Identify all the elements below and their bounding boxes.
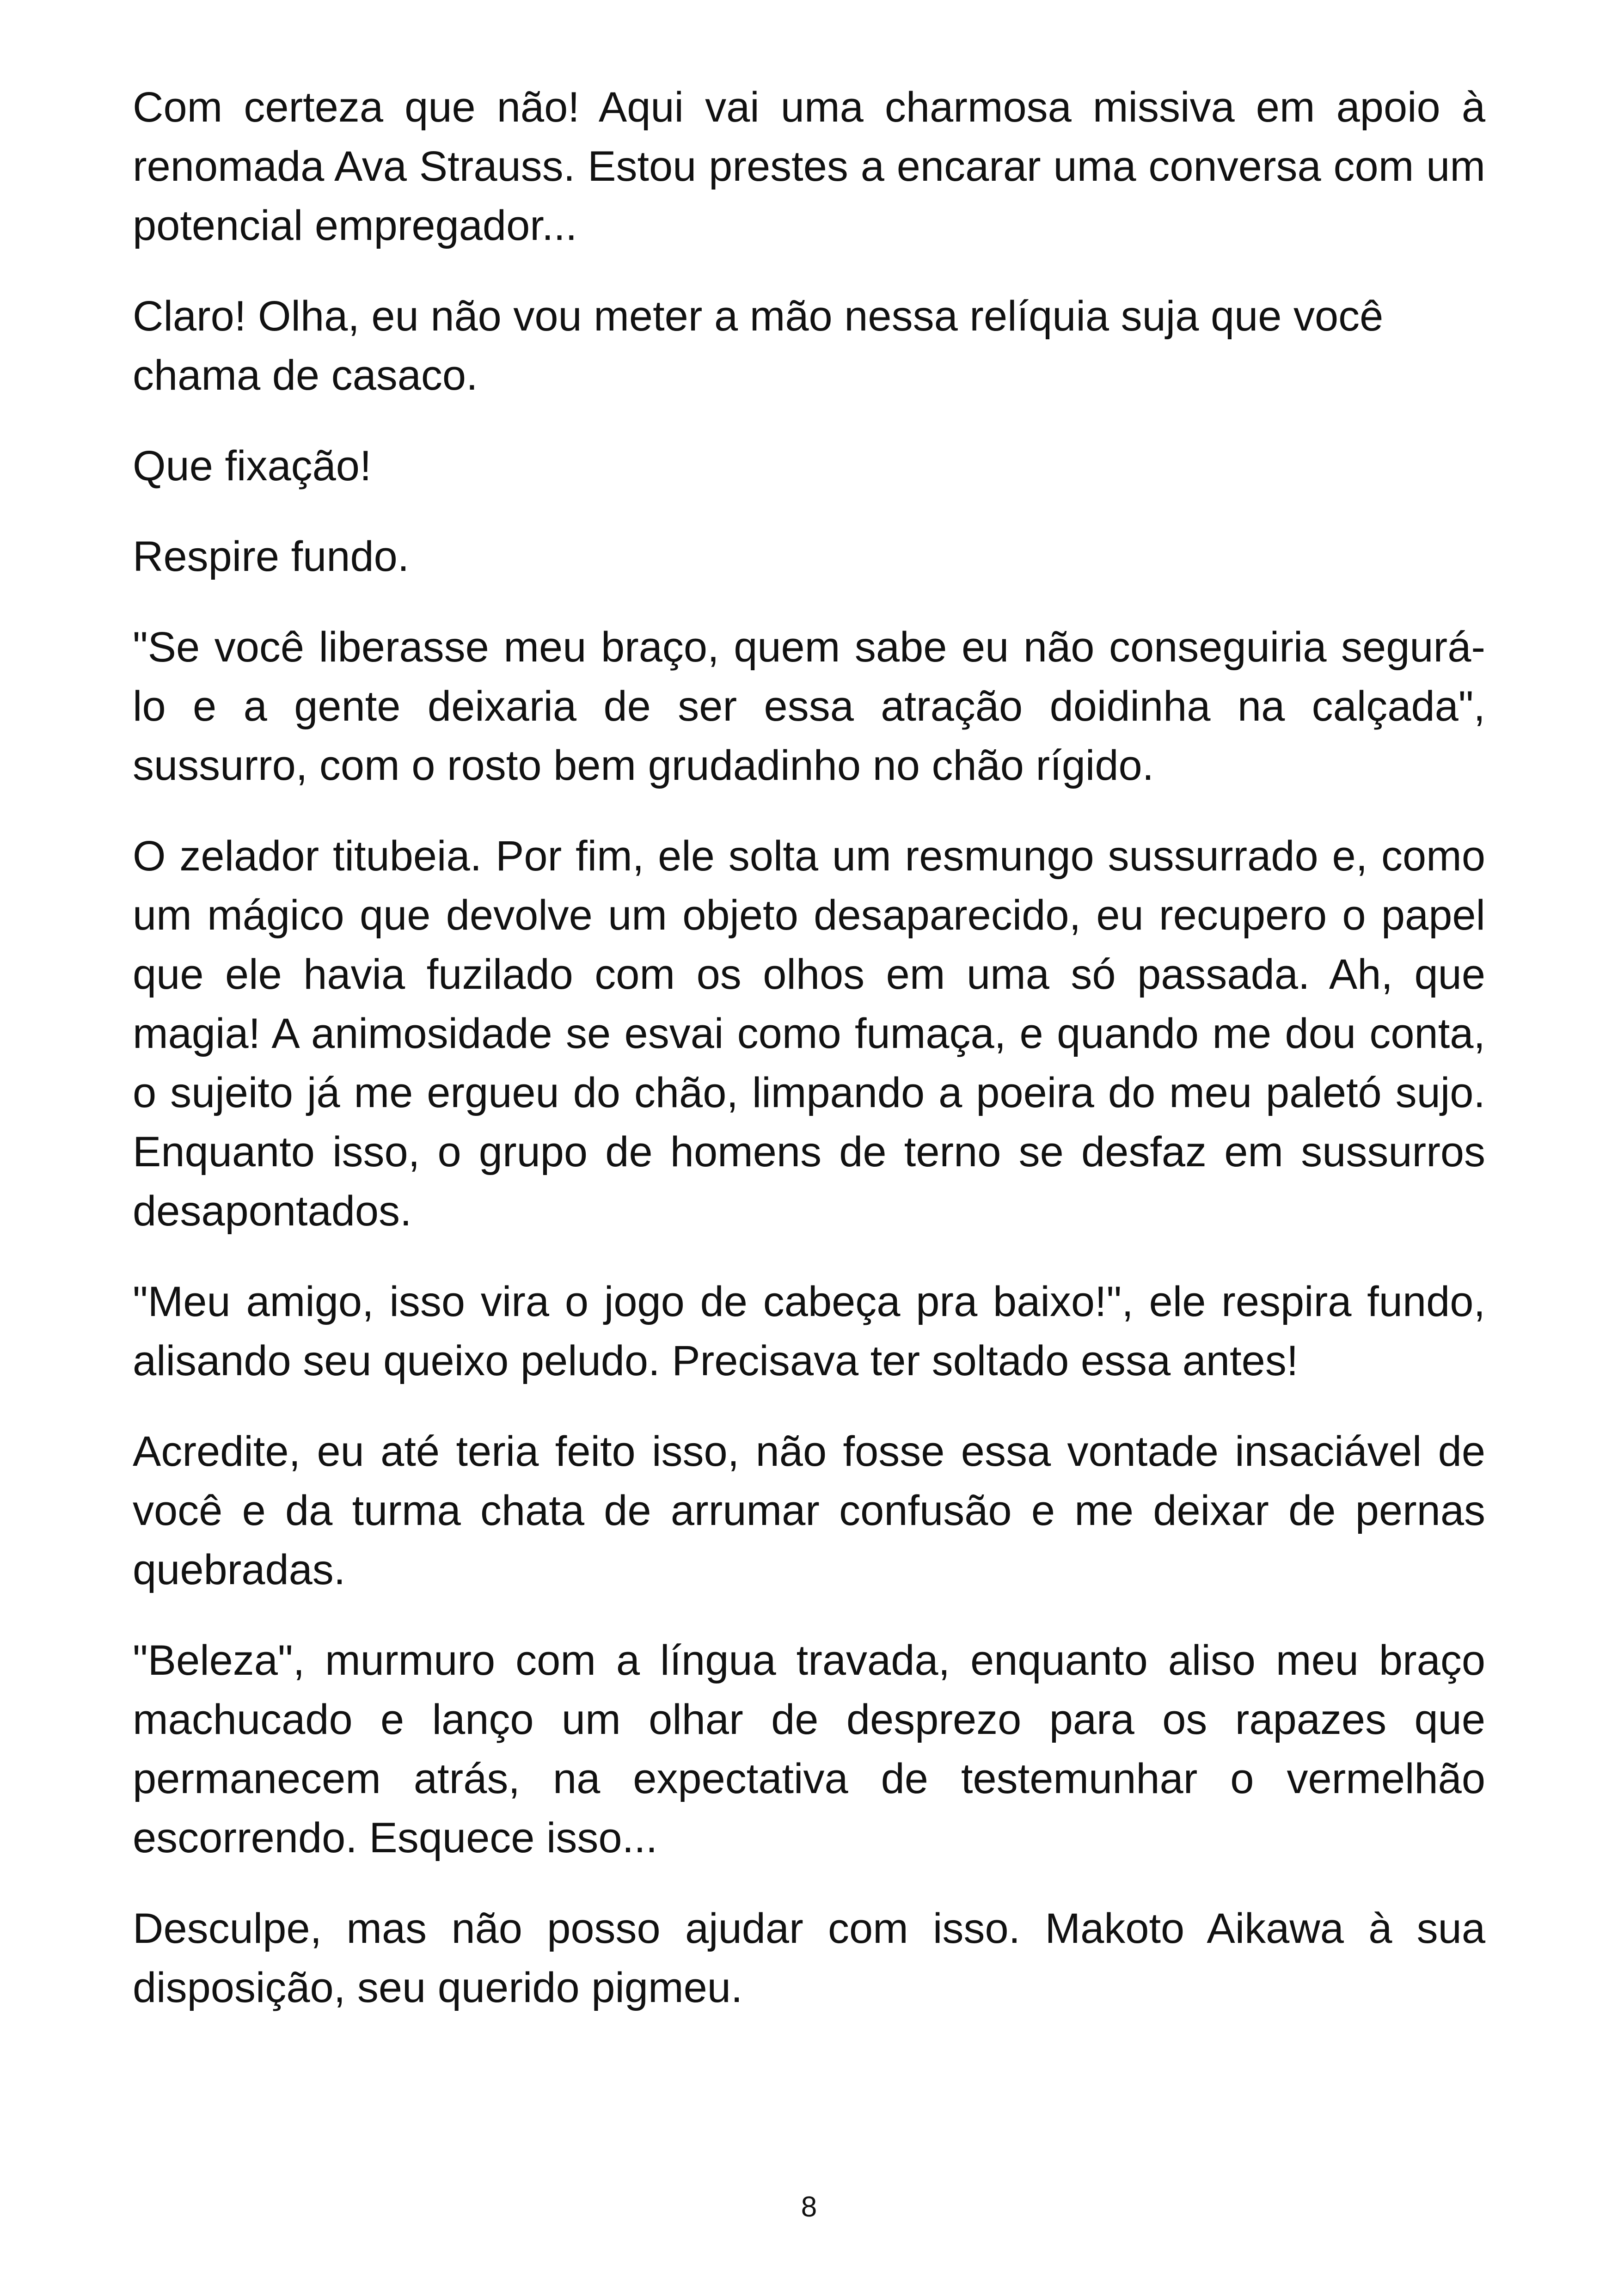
paragraph-5: "Se você liberasse meu braço, quem sabe eu não conseguiria segurá-lo e a gente deixaria de ser essa atração doidinha na calçada", sussurro, com o rosto bem grudadinho no chão rígido. bbox=[133, 624, 1485, 789]
paragraph-3: Que fixação! bbox=[133, 442, 372, 490]
paragraph-8: Acredite, eu até teria feito isso, não fosse essa vontade insaciável de você e da turma chata de arrumar confusão e me deixar de pernas quebradas. bbox=[133, 1428, 1485, 1593]
page-number: 8 bbox=[801, 2191, 817, 2223]
paragraph-2: Claro! Olha, eu não vou meter a mão nessa relíquia suja que você chama de casaco. bbox=[133, 293, 1384, 399]
paragraph-10: Desculpe, mas não posso ajudar com isso. Makoto Aikawa à sua disposição, seu querido pigmeu. bbox=[133, 1905, 1485, 2011]
paragraph-1: Com certeza que não! Aqui vai uma charmosa missiva em apoio à renomada Ava Strauss. Estou prestes a encarar uma conversa com um potencial empregador... bbox=[133, 84, 1485, 249]
paragraph-6: O zelador titubeia. Por fim, ele solta um resmungo sussurrado e, como um mágico que devolve um objeto desaparecido, eu recupero o papel que ele havia fuzilado com os olhos em uma só passada. Ah, que magia! A animosidade se esvai como fumaça, e quando me dou conta, o sujeito já me ergueu do chão, limpando a poeira do meu paletó sujo. Enquanto isso, o grupo de homens de terno se desfaz em sussurros desapontados. bbox=[133, 833, 1485, 1235]
document-body bbox=[133, 78, 1485, 2049]
paragraph-9: "Beleza", murmuro com a língua travada, enquanto aliso meu braço machucado e lanço um olhar de desprezo para os rapazes que permanecem atrás, na expectativa de testemunhar o vermelhão escorrendo. Esquece isso... bbox=[133, 1637, 1485, 1861]
paragraph-4: Respire fundo. bbox=[133, 533, 410, 580]
paragraph-7: "Meu amigo, isso vira o jogo de cabeça pra baixo!", ele respira fundo, alisando seu queixo peludo. Precisava ter soltado essa antes! bbox=[133, 1278, 1485, 1384]
